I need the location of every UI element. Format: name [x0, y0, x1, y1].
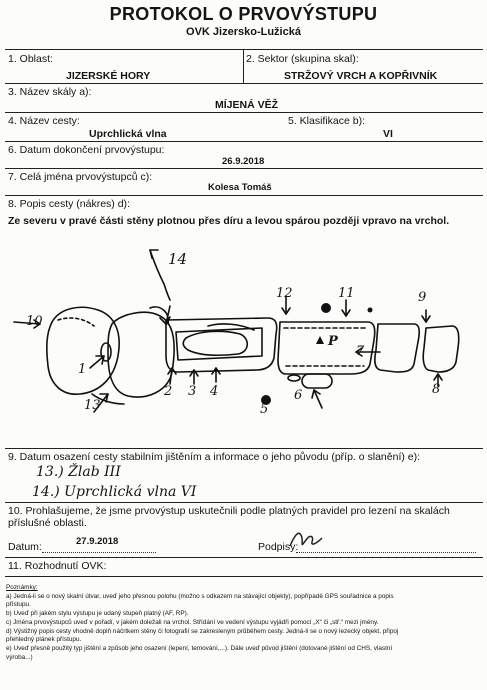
field-label-description: 8. Popis cesty (nákres) d): — [8, 198, 130, 210]
route-sketch — [0, 244, 487, 444]
divider — [5, 168, 483, 169]
footnote-c: c) Jména prvovýstupců uveď v pořadí, v jakém doležali na vrchol. Střídání ve vedení výstupu vyjádři pomocí „X“ či „stř.“ mezi jmény. — [6, 618, 379, 626]
field-label-grade: 5. Klasifikace b): — [288, 115, 366, 127]
signature-line — [296, 552, 476, 553]
field-label-completion-date: 6. Datum dokončení prvovýstupu: — [8, 144, 165, 156]
document-subtitle: OVK Jizersko-Lužická — [186, 26, 301, 38]
field-label-rock-name: 3. Název skály a): — [8, 86, 92, 98]
sketch-label-7: 7 — [356, 344, 365, 359]
field-label-date: Datum: — [8, 541, 42, 553]
footnotes — [6, 584, 482, 662]
sketch-label-3: 3 — [188, 384, 197, 399]
sketch-label-1: 1 — [78, 362, 87, 377]
field-label-declaration: 10. Prohlašujeme, že jsme prvovýstup uskutečnili podle platných pravidel pro lezení na skalách příslušné oblasti. — [8, 505, 450, 529]
sketch-label-11: 11 — [338, 286, 355, 301]
divider — [5, 557, 483, 558]
field-label-protection: 9. Datum osazení cesty stabilním jištěním a informace o jeho původu (příp. o slanění) e): — [8, 451, 421, 463]
divider — [5, 83, 483, 84]
sketch-label-5: 5 — [260, 402, 269, 417]
field-value-grade: VI — [383, 128, 393, 140]
divider — [5, 49, 483, 50]
sketch-label-2: 2 — [164, 384, 173, 399]
signature-mark — [286, 526, 326, 552]
protection-entry-1: 13.) Žlab III — [36, 464, 121, 480]
sketch-label-14: 14 — [168, 250, 188, 268]
footnote-a: a) Jedná-li se o nový skalní útvar, uveď jeho přesnou polohu (možno s odkazem na stávající objekty), popřípadě GPS souřadnice a popis — [6, 592, 394, 600]
sketch-label-8: 8 — [432, 382, 441, 397]
divider — [5, 195, 483, 196]
date-line — [42, 552, 156, 553]
footnote-e: e) Uveď přesně použitý typ jištění a způsob jeho osazení (lepení, temování,...). Dále uveď původ jištění (dotované jištění od ČHS, vlastní — [6, 644, 393, 652]
footnote-d-cont: přehledný plánek přístupu. — [6, 636, 82, 644]
field-label-ovk-decision: 11. Rozhodnutí OVK: — [8, 560, 107, 572]
divider — [5, 448, 483, 449]
divider — [5, 502, 483, 503]
divider — [5, 112, 483, 113]
divider — [243, 49, 244, 83]
footnotes-heading: Poznámky: — [6, 584, 38, 591]
field-value-description: Ze severu v pravé části stěny plotnou přes díru a levou spárou později vpravo na vrchol. — [8, 215, 450, 227]
sketch-label-4: 4 — [210, 384, 219, 399]
field-value-route-name: Uprchlická vlna — [89, 128, 167, 140]
sketch-label-12: 12 — [276, 286, 293, 301]
field-label-signatures: Podpisy: — [258, 541, 299, 553]
field-label-sector: 2. Sektor (skupina skal): — [246, 53, 359, 65]
sketch-label-p: P — [328, 334, 338, 349]
protection-entry-2: 14.) Uprchlická vlna VI — [32, 484, 197, 500]
divider — [5, 141, 483, 142]
field-value-rock-name: MÍJENÁ VĚŽ — [215, 99, 279, 111]
sketch-label-13: 13 — [84, 398, 101, 413]
footnote-a-cont: přístupu. — [6, 601, 31, 609]
field-value-climbers: Kolesa Tomáš — [208, 182, 272, 193]
footnote-e-cont: výroba...) — [6, 653, 33, 661]
document-title: PROTOKOL O PRVOVÝSTUPU — [109, 4, 378, 24]
divider — [5, 576, 483, 577]
field-value-region: JIZERSKÉ HORY — [66, 70, 151, 82]
field-value-sector: STRŽOVÝ VRCH A KOPŘIVNÍK — [284, 70, 438, 82]
field-label-region: 1. Oblast: — [8, 53, 53, 65]
footnote-d: d) Výstižný popis cesty vhodně doplň náčrtkem stěny či fotografií se zakresleným průběhem cesty. Jedná-li se o nový lezecký objekt, připoj — [6, 627, 399, 635]
field-value-date: 27.9.2018 — [76, 536, 119, 547]
sketch-label-10: 10 — [26, 314, 43, 329]
field-label-climbers: 7. Celá jména prvovýstupců c): — [8, 171, 153, 183]
sketch-label-6: 6 — [294, 388, 303, 403]
footnote-b: b) Uveď při jakém stylu výstupu je udaný stupeň platný (AF, RP). — [6, 610, 189, 618]
field-value-completion-date: 26.9.2018 — [222, 156, 265, 167]
field-label-route-name: 4. Název cesty: — [8, 115, 80, 127]
sketch-label-9: 9 — [418, 290, 427, 305]
